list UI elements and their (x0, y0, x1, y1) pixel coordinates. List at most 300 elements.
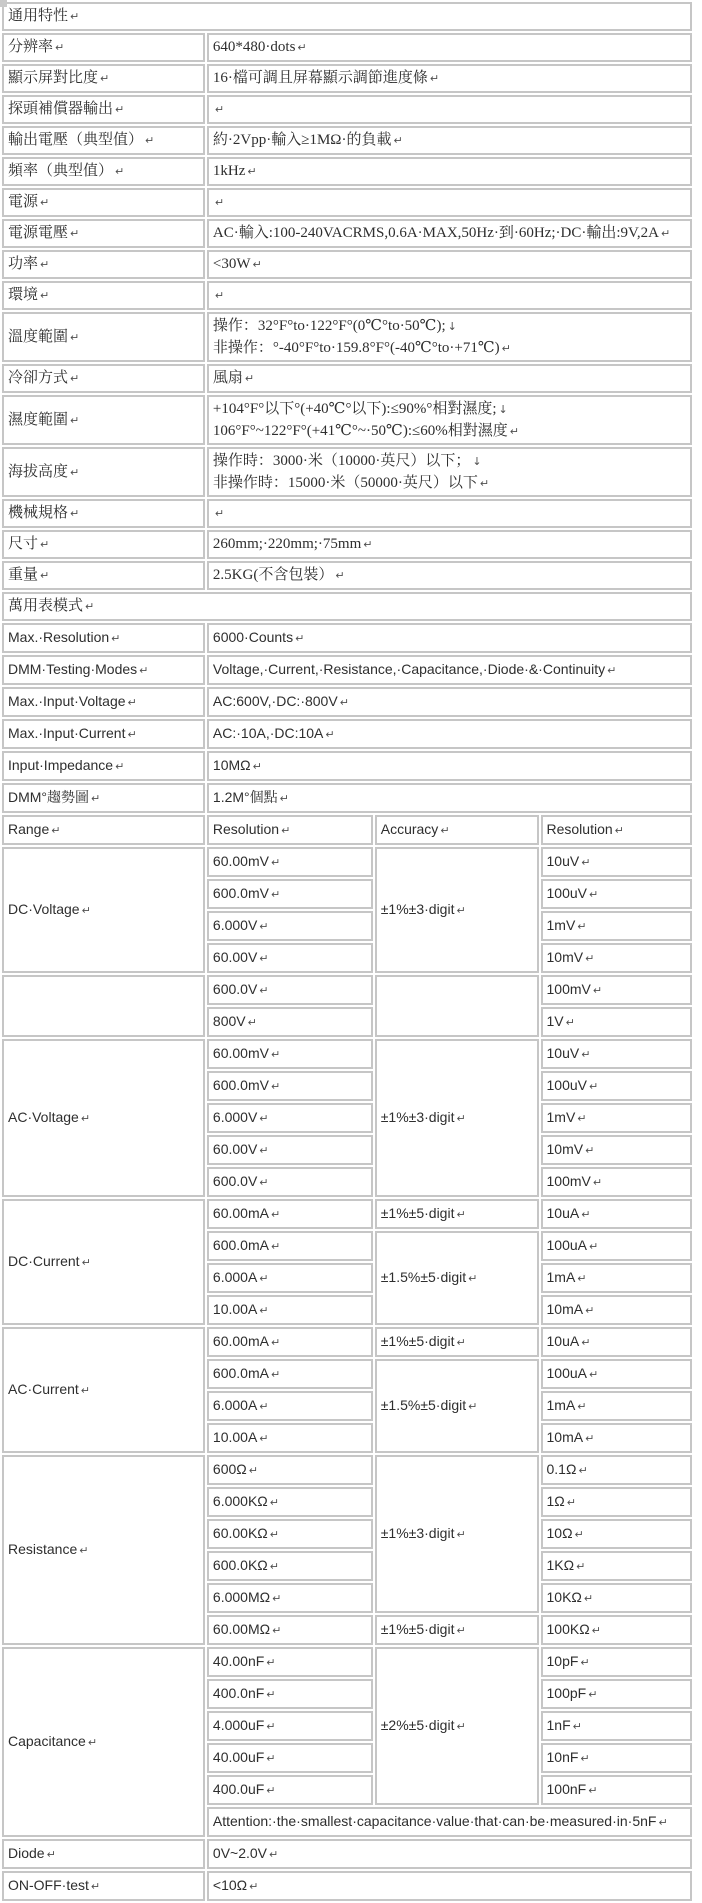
cell-end-marker: ↵ (429, 72, 440, 85)
cell-end-marker: ↵ (46, 1848, 56, 1861)
cell-text: 0.1Ω (546, 1461, 577, 1477)
cell-text: 機械規格 (8, 505, 69, 521)
spec-label-cell (2, 33, 205, 62)
cell-end-marker: ↵ (393, 134, 403, 147)
range-cell (207, 1263, 373, 1293)
spec-row (2, 1839, 692, 1869)
range-cell (207, 943, 373, 973)
spec-label-cell (2, 64, 205, 93)
cell-text: ±1%±3·digit (380, 901, 455, 917)
spec-label-cell (2, 687, 205, 717)
cell-end-marker: ↵ (40, 569, 50, 582)
cell-text: 400.0nF (212, 1685, 265, 1701)
cell-text: ±1%±5·digit (380, 1333, 455, 1349)
cell-end-marker: ↵ (115, 103, 125, 116)
cell-end-marker: ↵ (40, 538, 50, 551)
cell-text: ±2%±5·digit (380, 1717, 455, 1733)
spec-label-cell (2, 395, 205, 445)
cell-end-marker: ↵ (259, 952, 269, 965)
cell-end-marker: ↵ (272, 1592, 282, 1605)
range-cell (207, 1135, 373, 1165)
cell-end-marker: ↵ (456, 1208, 466, 1221)
cell-end-marker: ↵ (614, 824, 624, 837)
cell-end-marker: ↵ (139, 664, 149, 677)
cell-text: 尺寸 (8, 536, 39, 552)
range-cell (207, 1007, 373, 1037)
group-label-cell (2, 1199, 205, 1325)
spec-value-cell (207, 719, 692, 749)
range-cell (207, 1615, 373, 1645)
cell-text: 10pF (546, 1653, 579, 1669)
accuracy-cell (375, 1647, 539, 1805)
cell-end-marker: ↵ (588, 1368, 599, 1381)
spec-value-cell (207, 623, 692, 653)
spec-row (2, 312, 692, 362)
spec-label-cell (2, 751, 205, 781)
cell-end-marker: ↵ (70, 330, 80, 344)
cell-end-marker: ↵ (259, 1272, 269, 1285)
cell-text: 600Ω (212, 1461, 247, 1477)
spec-row (2, 687, 692, 717)
cell-end-marker: ↵ (588, 1688, 598, 1701)
measure-row (2, 1199, 692, 1229)
spec-label-cell (2, 219, 205, 248)
cell-text: 1nF (546, 1717, 571, 1733)
cell-text: <30W (212, 256, 251, 272)
cell-text: 100uA (546, 1365, 587, 1381)
cell-end-marker: ↵ (111, 632, 121, 645)
cell-end-marker: ↵ (281, 824, 291, 837)
spec-label-cell (2, 250, 205, 279)
spec-label-cell (2, 364, 205, 393)
spec-row (2, 95, 692, 124)
spec-row (2, 719, 692, 749)
range-cell (207, 1039, 373, 1069)
cell-text: 操作時：3000·米（10000·英尺）以下； (212, 453, 471, 469)
cell-end-marker: ↵ (335, 569, 345, 582)
spec-label-cell (2, 530, 205, 559)
section-header-row (2, 592, 692, 621)
cell-text: 600.0mV (212, 1077, 269, 1093)
range-cell (207, 1775, 373, 1805)
value-line (213, 450, 686, 472)
resolution-cell (541, 1775, 693, 1805)
cell-end-marker: ↵ (269, 1560, 279, 1573)
cell-text: 6.000KΩ (212, 1493, 268, 1509)
resolution-cell (541, 1711, 693, 1741)
cell-end-marker: ↵ (214, 289, 225, 302)
resolution-cell (541, 911, 693, 941)
cell-end-marker: ↵ (269, 1496, 279, 1509)
cell-text: ±1%±5·digit (380, 1205, 455, 1221)
accuracy-cell (375, 1199, 539, 1229)
cell-text: 10mV (546, 949, 584, 965)
cell-text: 風扇 (212, 370, 243, 386)
cell-end-marker: ↵ (581, 1208, 591, 1221)
range-cell (207, 1391, 373, 1421)
cell-text: AC:·10A,·DC:10A (212, 725, 324, 741)
resolution-cell (541, 1743, 693, 1773)
cell-end-marker: ↵ (572, 1720, 582, 1733)
cell-end-marker: ↵ (588, 1080, 599, 1093)
spec-row (2, 1871, 692, 1901)
cell-end-marker: ↵ (270, 856, 281, 869)
spec-label-cell (2, 95, 205, 124)
cell-text: 600.0mA (212, 1237, 269, 1253)
spec-row (2, 395, 692, 445)
cell-end-marker: ↵ (80, 1384, 91, 1397)
cell-end-marker: ↵ (214, 507, 225, 520)
cell-end-marker: ↵ (577, 1272, 587, 1285)
cell-text: +104°F°以下°(+40℃°以下):≤90%°相對濕度; (212, 401, 497, 417)
resolution-cell (541, 1519, 693, 1549)
spec-row (2, 499, 692, 528)
cell-end-marker: ↵ (40, 289, 50, 302)
cell-end-marker: ↵ (115, 165, 125, 178)
cell-end-marker: ↵ (249, 1880, 259, 1893)
group-label-cell (2, 847, 205, 973)
accuracy-cell (375, 1615, 539, 1645)
spec-value-cell (207, 64, 692, 93)
cell-text: 600.0mV (212, 885, 269, 901)
cell-end-marker: ↵ (509, 425, 519, 438)
spec-value-cell (207, 447, 692, 497)
cell-end-marker: ↵ (588, 1784, 598, 1797)
cell-text: 10nF (546, 1749, 579, 1765)
spec-value-cell (207, 157, 692, 186)
cell-end-marker: ↵ (214, 103, 225, 116)
cell-end-marker: ↵ (259, 984, 269, 997)
cell-text: 6000·Counts (212, 629, 294, 645)
table-move-handle (0, 0, 7, 7)
cell-end-marker: ↵ (259, 1176, 269, 1189)
cell-text: 10.00A (212, 1301, 258, 1317)
spec-value-cell (207, 33, 692, 62)
cell-end-marker: ↵ (566, 1496, 576, 1509)
cell-end-marker: ↵ (259, 1144, 269, 1157)
cell-text: 6.000A (212, 1397, 258, 1413)
cell-text: Max.·Input·Voltage (8, 693, 126, 709)
cell-end-marker: ↵ (55, 41, 65, 54)
spec-value-cell (207, 1839, 692, 1869)
cell-end-marker: ↵ (581, 1048, 591, 1061)
cell-end-marker: ↵ (270, 1048, 281, 1061)
cell-text: 100mV (546, 1173, 591, 1189)
spec-value-cell (207, 312, 692, 362)
range-cell (207, 1583, 373, 1613)
cell-text: 60.00mV (212, 853, 269, 869)
spec-value-cell (207, 499, 692, 528)
cell-end-marker: ↵ (295, 632, 305, 645)
spec-value-cell (207, 281, 692, 310)
cell-text: ±1%±3·digit (380, 1109, 455, 1125)
spec-row (2, 751, 692, 781)
resolution-cell (541, 1199, 693, 1229)
range-cell (207, 1519, 373, 1549)
range-cell (207, 1071, 373, 1101)
spec-row (2, 64, 692, 93)
spec-label-cell (2, 1839, 205, 1869)
spec-row (2, 655, 692, 685)
spec-label-cell (2, 561, 205, 590)
cell-end-marker: ↵ (468, 1272, 478, 1285)
cell-text: DMM·Testing·Modes (8, 661, 138, 677)
cell-end-marker: ↵ (70, 413, 80, 427)
cell-end-marker: ↵ (70, 10, 80, 23)
cell-text: 600.0mA (212, 1365, 269, 1381)
cell-end-marker: ↵ (80, 1112, 91, 1125)
resolution-cell (541, 1135, 693, 1165)
accuracy-cell (375, 1231, 539, 1325)
cell-end-marker: ↵ (583, 1592, 594, 1605)
spec-value-cell (207, 687, 692, 717)
measure-row (2, 847, 692, 877)
cell-text: 40.00uF (212, 1749, 265, 1765)
resolution-cell (541, 975, 693, 1005)
spec-value-cell (207, 530, 692, 559)
cell-end-marker: ↵ (100, 72, 110, 85)
spec-value-cell (207, 250, 692, 279)
cell-text: ON-OFF·test (8, 1877, 89, 1893)
cell-text: 6.000V (212, 1109, 258, 1125)
spec-row (2, 447, 692, 497)
cell-text: 10MΩ (212, 757, 251, 773)
cell-text: 1V (546, 1013, 564, 1029)
resolution-cell (541, 1359, 693, 1389)
spec-value-cell (207, 751, 692, 781)
cell-text: 10uA (546, 1205, 580, 1221)
cell-end-marker: ↵ (297, 41, 307, 54)
cell-text: 640*480·dots (212, 39, 296, 55)
cell-end-marker: ↵ (577, 1112, 587, 1125)
resolution-cell (541, 1455, 693, 1485)
cell-end-marker: ↵ (585, 1432, 595, 1445)
cell-end-marker: ↵ (259, 1432, 269, 1445)
cell-text: 100KΩ (546, 1621, 590, 1637)
cell-text: Diode (8, 1845, 45, 1861)
cell-text: 60.00V (212, 949, 258, 965)
cell-text: AC·Current (8, 1381, 79, 1397)
cell-text: 600.0KΩ (212, 1557, 268, 1573)
cell-text: 非操作：°-40°F°to·159.8°F°(-40℃°to·+71℃) (212, 340, 500, 356)
cell-text: DC·Current (8, 1253, 80, 1269)
cell-text: 分辨率 (8, 39, 54, 55)
cell-text: 60.00V (212, 1141, 258, 1157)
value-line (213, 472, 686, 494)
cell-text: <10Ω (212, 1877, 248, 1893)
accuracy-cell (375, 1359, 539, 1453)
cell-end-marker: ↵ (363, 538, 373, 551)
cell-end-marker: ↵ (247, 165, 257, 178)
range-cell (207, 975, 373, 1005)
cell-end-marker: ↵ (581, 856, 591, 869)
cell-text: 10uV (546, 1045, 580, 1061)
resolution-cell (541, 1263, 693, 1293)
cell-end-marker: ↵ (339, 696, 349, 709)
accuracy-cell (375, 1455, 539, 1613)
value-line (213, 315, 686, 337)
cell-end-marker: ↵ (259, 1400, 269, 1413)
spec-row (2, 188, 692, 217)
spec-row (2, 126, 692, 155)
cell-end-marker: ↵ (577, 920, 587, 933)
cell-text: 1kHz (212, 163, 246, 179)
range-cell (207, 1455, 373, 1485)
resolution-cell (541, 1071, 693, 1101)
cell-text: 10uA (546, 1333, 580, 1349)
spec-label-cell (2, 719, 205, 749)
measure-row (2, 1647, 692, 1677)
cell-end-marker: ↵ (115, 760, 125, 773)
range-cell (207, 847, 373, 877)
range-cell (207, 1167, 373, 1197)
cell-end-marker: ↵ (145, 134, 155, 147)
cell-end-marker: ↵ (580, 1752, 590, 1765)
section-title-cell (2, 592, 692, 621)
cell-text: Accuracy (380, 821, 439, 837)
range-cell (207, 1231, 373, 1261)
cell-text: 16·檔可調且屏幕顯示調節進度條 (212, 70, 428, 86)
cell-text: 溫度範圍 (8, 328, 69, 345)
cell-end-marker: ↵ (270, 1080, 281, 1093)
cell-end-marker: ↵ (270, 1208, 281, 1221)
cell-text: Input·Impedance (8, 757, 114, 773)
cell-text: 2.5KG(不含包裝） (212, 567, 334, 583)
cell-end-marker: ↵ (585, 1144, 595, 1157)
group-label-cell (2, 1327, 205, 1453)
cell-text: 100uV (546, 885, 587, 901)
cell-end-marker: ↵ (270, 1240, 281, 1253)
group-label-cell (2, 1455, 205, 1645)
measure-header-row (2, 815, 692, 845)
spec-label-cell (2, 499, 205, 528)
cell-end-marker: ↵ (259, 920, 269, 933)
spec-value-cell (207, 126, 692, 155)
cell-end-marker: ↵ (127, 696, 137, 709)
spec-label-cell (2, 281, 205, 310)
cell-text: 100uV (546, 1077, 587, 1093)
cell-end-marker: ↵ (468, 1400, 478, 1413)
cell-end-marker: ↵ (91, 792, 101, 805)
cell-end-marker: ↵ (588, 888, 599, 901)
cell-text: 探頭補償器輸出 (8, 101, 114, 117)
cell-text: 60.00mA (212, 1205, 269, 1221)
cell-text: 40.00nF (212, 1653, 265, 1669)
spec-value-cell (207, 783, 692, 813)
cell-end-marker: ↵ (585, 952, 595, 965)
spec-label-cell (2, 157, 205, 186)
column-header-cell (207, 815, 373, 845)
cell-text: 10KΩ (546, 1589, 582, 1605)
cell-text: 600.0V (212, 981, 258, 997)
resolution-cell (541, 1231, 693, 1261)
spec-row (2, 783, 692, 813)
accuracy-cell (375, 1327, 539, 1357)
cell-text: 60.00KΩ (212, 1525, 268, 1541)
cell-text: ±1.5%±5·digit (380, 1269, 467, 1285)
range-cell (207, 1199, 373, 1229)
cell-end-marker: ↵ (456, 1336, 466, 1349)
cell-text: DMM°趨勢圖 (8, 789, 90, 805)
cell-text: DC·Voltage (8, 901, 80, 917)
resolution-cell (541, 879, 693, 909)
cell-text: 通用特性 (8, 8, 69, 24)
resolution-cell (541, 1615, 693, 1645)
cell-end-marker: ↵ (456, 904, 466, 917)
cell-text: 10mA (546, 1301, 584, 1317)
resolution-cell (541, 1487, 693, 1517)
cell-text: 600.0V (212, 1173, 258, 1189)
cell-end-marker: ↵ (70, 372, 80, 385)
resolution-cell (541, 1423, 693, 1453)
cell-text: 濕度範圍 (8, 411, 69, 428)
cell-text: 10.00A (212, 1429, 258, 1445)
cell-text: 電源 (8, 194, 39, 210)
column-header-cell (375, 815, 539, 845)
range-cell (207, 1679, 373, 1709)
accuracy-cell (375, 975, 539, 1037)
cell-text: 60.00MΩ (212, 1621, 271, 1637)
cell-end-marker: ↵ (90, 1880, 101, 1893)
cell-end-marker: ↵ (214, 196, 225, 209)
cell-end-marker: ↵ (266, 1720, 276, 1733)
cell-end-marker: ↵ (580, 1656, 590, 1669)
cell-text: 10Ω (546, 1525, 573, 1541)
cell-end-marker: ↵ (272, 1624, 282, 1637)
group-label-cell (2, 1039, 205, 1197)
cell-text: Range (8, 821, 50, 837)
spec-value-cell (207, 364, 692, 393)
resolution-cell (541, 847, 693, 877)
cell-end-marker: ↵ (81, 1256, 91, 1269)
cell-end-marker: ↵ (456, 1112, 466, 1125)
cell-text: 400.0uF (212, 1781, 265, 1797)
cell-text: 頻率（典型值） (8, 163, 114, 179)
cell-text: 操作：32°F°to·122°F°(0℃°to·50℃); (212, 318, 446, 334)
cell-end-marker: ↵ (440, 824, 450, 837)
value-line (213, 337, 686, 359)
cell-end-marker: ↵ (270, 1336, 281, 1349)
cell-text: Voltage,·Current,·Resistance,·Capacitance,·Diode·&·Continuity (212, 661, 606, 677)
accuracy-cell (375, 1039, 539, 1197)
cell-end-marker: ↵ (79, 1544, 89, 1557)
cell-end-marker: ↵ (591, 1624, 601, 1637)
cell-text: 1KΩ (546, 1557, 575, 1573)
spec-label-cell (2, 783, 205, 813)
range-cell (207, 1743, 373, 1773)
cell-text: 環境 (8, 287, 39, 303)
resolution-cell (541, 1167, 693, 1197)
range-cell (207, 879, 373, 909)
cell-end-marker: ↵ (574, 1528, 584, 1541)
cell-end-marker: ↵ (269, 1848, 279, 1861)
cell-end-marker: ↵ (607, 664, 617, 677)
resolution-cell (541, 1007, 693, 1037)
cell-text: 1.2M°個點 (212, 789, 278, 805)
resolution-cell (541, 1679, 693, 1709)
range-cell (207, 1647, 373, 1677)
cell-text: Max.·Resolution (8, 629, 110, 645)
cell-end-marker: ↵ (70, 465, 80, 479)
cell-end-marker: ↵ (592, 1176, 603, 1189)
spec-value-cell (207, 95, 692, 124)
cell-text: 6.000MΩ (212, 1589, 271, 1605)
cell-text: 4.000uF (212, 1717, 265, 1733)
cell-text: 冷卻方式 (8, 370, 69, 386)
cell-end-marker: ↵ (456, 1624, 466, 1637)
accuracy-cell (375, 847, 539, 973)
resolution-cell (541, 943, 693, 973)
